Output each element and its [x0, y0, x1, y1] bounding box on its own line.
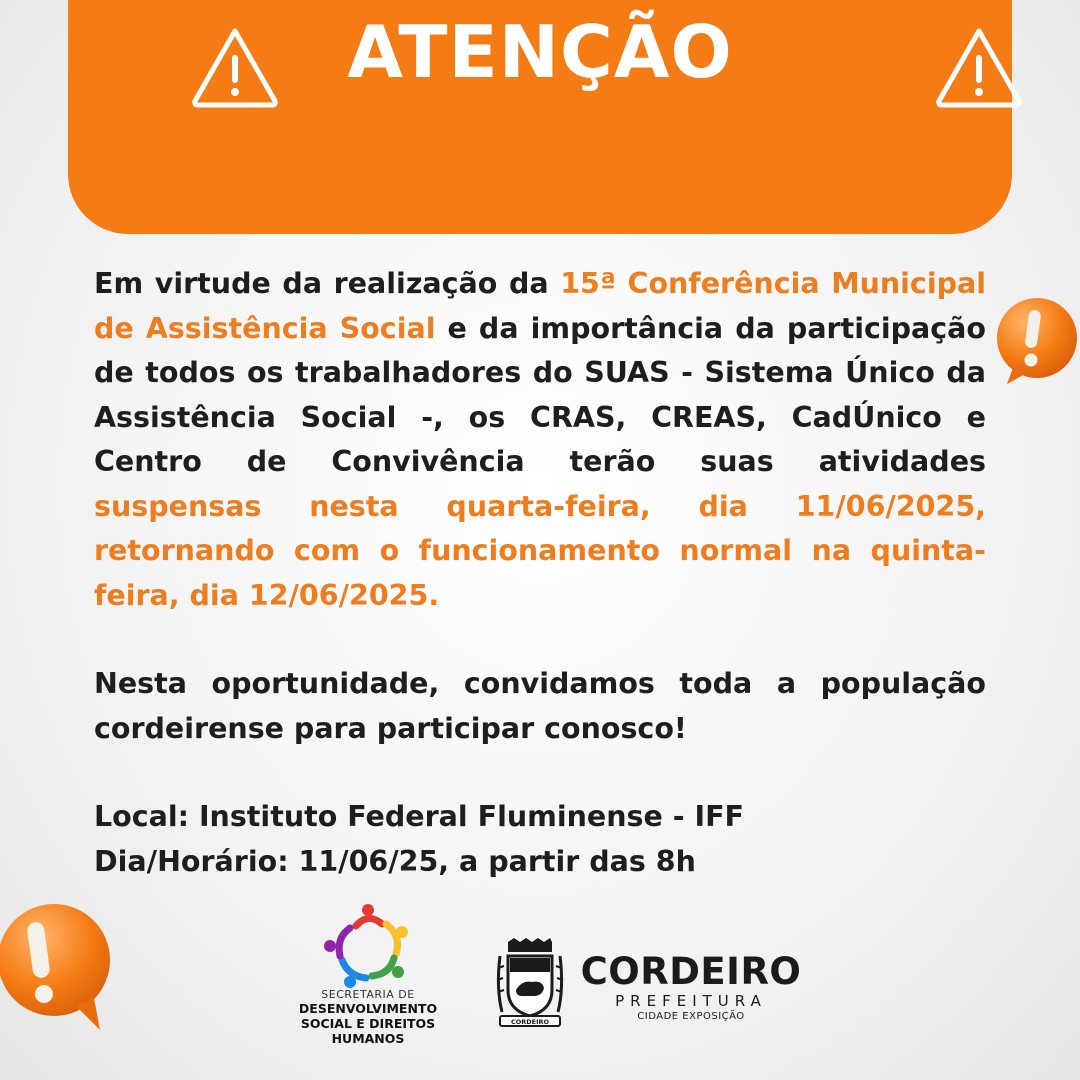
secretaria-name: DESENVOLVIMENTO: [298, 1001, 438, 1016]
crest-text: CORDEIRO: [510, 1018, 550, 1026]
banner-title: ATENÇÃO: [347, 10, 733, 94]
suspension-highlight: suspensas nesta quarta-feira, dia 11/06/2025, retornando com o funcionamento normal na quinta-feira, dia 12/06/2025.: [94, 489, 986, 612]
attention-banner: [68, 0, 1012, 234]
event-details: [94, 795, 986, 884]
warning-triangle-icon: [934, 25, 1024, 109]
city-tagline: CIDADE EXPOSIÇÃO: [637, 1011, 745, 1022]
conference-highlight: 15ª Conferência Municipal de Assistência Social: [94, 267, 986, 345]
city-subtitle: PREFEITURA: [615, 992, 767, 1010]
exclamation-bubble-icon: [993, 294, 1077, 386]
notice-body: [94, 262, 986, 884]
event-location: Local: Instituto Federal Fluminense - IFF: [94, 800, 745, 833]
notice-text: e da importância da participação de todos os trabalhadores do SUAS - Sistema Único da Assistência Social -, os CRAS, CREAS, CadÚnico e Centro de Convivência terão suas atividades: [94, 311, 986, 478]
invitation-paragraph: Nesta oportunidade, convidamos toda a população cordeirense para participar conosco!: [94, 667, 986, 745]
secretaria-label: SECRETARIA DE: [321, 988, 415, 1001]
notice-text: Em virtude da realização da: [94, 267, 561, 300]
exclamation-bubble-icon: [0, 902, 116, 1032]
people-circle-icon: [320, 902, 416, 992]
secretaria-name: SOCIAL E DIREITOS: [300, 1016, 436, 1031]
secretaria-logo: [278, 902, 458, 1072]
city-name: CORDEIRO: [580, 950, 802, 993]
city-crest-icon: [492, 938, 568, 1030]
event-datetime: Dia/Horário: 11/06/25, a partir das 8h: [94, 844, 696, 878]
notice-paragraph: [94, 262, 986, 618]
secretaria-name: HUMANOS: [331, 1031, 405, 1046]
prefeitura-logo: [580, 952, 802, 1024]
